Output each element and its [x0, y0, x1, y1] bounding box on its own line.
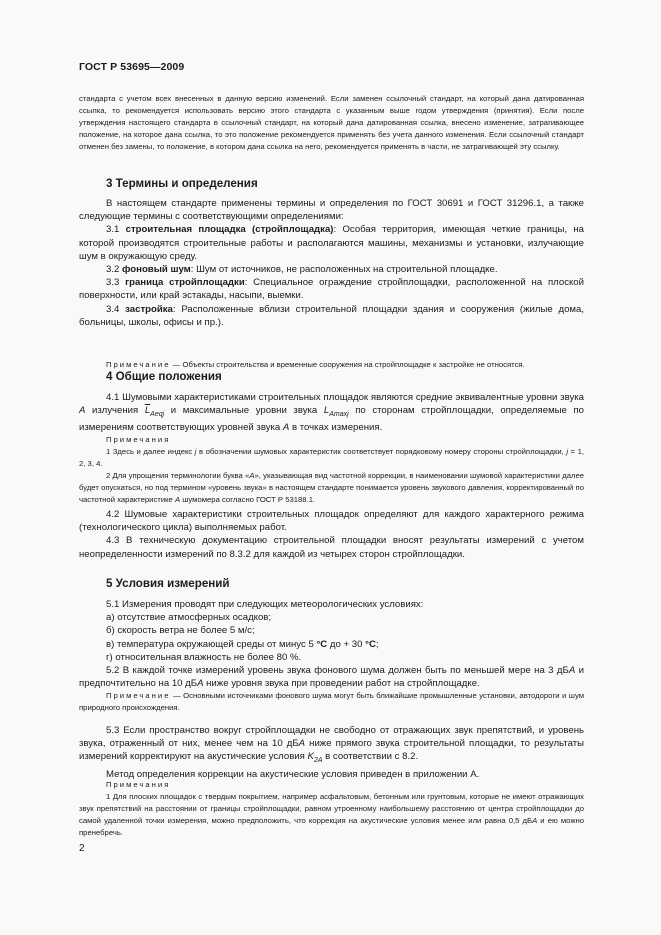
term-3-2-name: фоновый шум — [122, 264, 191, 276]
condition-b: б) скорость ветра не более 5 м/с; — [106, 625, 255, 637]
para-5-2: 5.2 В каждой точке измерений уровень звука фонового шума должен быть по меньшей мере на 3 дБA и предпочтительно на 10 дБA ниже уровня звука при проведении работ на стройплощадке. — [79, 665, 584, 690]
section-5-note: Примечание — Основными источниками фонового шума могут быть ближайшие промышленные установки, автодороги и шум природного происхождения. — [79, 691, 584, 712]
intro-paragraph — [79, 93, 584, 153]
term-3-1-name: строительная площадка (стройплощадка) — [125, 224, 334, 236]
section-4-heading: 4 Общие положения — [106, 370, 222, 383]
section-3-intro: В настоящем стандарте применены термины и определения по ГОСТ 30691 и ГОСТ 31296.1, а также следующие термины с соответствующими определениями: — [79, 198, 584, 223]
section-4-p41: 4.1 Шумовыми характеристиками строительных площадок являются средние эквивалентные уровни звука A излучения $\overline{L}_{Aeqj}$ и максимальные уровни звука $L_{Amaxj}$ по сторонам стройплощадки, определяемые по измерениям соответствующих уровней звука A в точках измерения. — [79, 392, 585, 434]
term-3-1: 3.1 строительная площадка (стройплощадка): Особая территория, имеющая четкие границы, на которой производятся строительные работы и располагаются машины, механизмы и установки, излучающие шум в окружающую среду. — [79, 224, 584, 262]
note-5-label: Примечание — [106, 691, 171, 700]
note-4-2: 2 Для упрощения терминологии буква «A», указывающая вид частотной коррекции, в наименовании шумовой характеристики далее будет опускаться, но под термином «уровень звука» в настоящем стандарте понимается уровень звукового давления, корректированный по частотной характеристике A шумомера согласно ГОСТ Р 53188.1. — [79, 471, 585, 504]
condition-g: г) относительная влажность не более 80 %. — [106, 651, 302, 663]
term-3-3-name: граница стройплощадки — [125, 277, 245, 289]
note-4-1: 1 Здесь и далее индекс j в обозначении шумовых характеристик соответствует порядковому номеру стороны стройплощадки, j = 1, 2, 3, 4. — [79, 447, 584, 468]
notes-label: Примечания — [106, 435, 171, 444]
para-5-3-method: Метод определения коррекции на акустические условия приведен в приложении А. — [106, 768, 480, 780]
para-5-1: 5.1 Измерения проводят при следующих метеорологических условиях: — [106, 599, 424, 610]
term-3-4: 3.4 застройка: Расположенные вблизи строительной площадки здания и сооружения (жилые дома, больницы, школы, офисы и пр.). — [79, 303, 584, 328]
section-4-notes — [79, 434, 584, 506]
section-5-p53 — [79, 724, 584, 781]
note-5-3-1: 1 Для плоских площадок с твердым покрытием, например асфальтовым, бетонным или грунтовым, которые не имеют отражающих звук препятствий на расстоянии от границы стройплощадки, равном утроенному наибольшему расстоянию от центра стройплощадки до самой удаленной точки измерения, можно предположить, что коррекция на акустические условия менее или равна 0,5 дБA и ею можно пренебречь. — [79, 792, 585, 837]
section-5-notes — [79, 779, 584, 839]
condition-v: в) температура окружающей среды от минус 5 °C до + 30 °C; — [106, 638, 379, 650]
section-3-body — [79, 197, 584, 329]
document-header: ГОСТ Р 53695—2009 — [79, 61, 185, 73]
section-3-note: Примечание — Объекты строительства и временные сооружения на стройплощадке к застройке не относятся. — [106, 360, 525, 369]
section-4-p42-43 — [79, 508, 584, 561]
section-5-heading: 5 Условия измерений — [106, 577, 230, 590]
term-3-3: 3.3 граница стройплощадки: Специальное ограждение стройплощадки, расположенной на плоской поверхности, или край эстакады, насыпи, выемки. — [79, 277, 584, 302]
para-5-3: 5.3 Если пространство вокруг стройплощадки не свободно от отражающих звук препятствий, и уровень звука, отраженный от них, менее чем на 10 дБA ниже прямого звука строительной площадки, то результаты измерений корректируют на акустические условия $K_{2A}$ в соответствии с 8.2. — [79, 725, 584, 765]
section-5-body — [79, 598, 584, 690]
term-3-2: 3.2 фоновый шум: Шум от источников, не расположенных на строительной площадке. — [106, 264, 498, 276]
section-3-heading: 3 Термины и определения — [106, 177, 258, 190]
condition-a: а) отсутствие атмосферных осадков; — [106, 612, 272, 624]
term-3-4-name: застройка — [125, 303, 173, 315]
intro-text: стандарта с учетом всех внесенных в данную версию изменений. Если заменен ссылочный стандарт, на который дана датированная ссылка, то рекомендуется использовать версию этого стандарта с указанным выше годом утверждения (принятия). Если после утверждения настоящего стандарта в ссылочный стандарт, на который дана датированная ссылка, внесено изменение, затрагивающее положение, на которое дана ссылка, то это положение рекомендуется применять без учета данного изменения. Если ссылочный стандарт отменен без замены, то положение, в котором дана ссылка на него, рекомендуется применять в части, не затрагивающей эту ссылку. — [79, 94, 584, 151]
para-4-2: 4.2 Шумовые характеристики строительных площадок определяют для каждого характерного режима (технологического цикла) выполняемых работ. — [79, 509, 584, 534]
note-label: Примечание — [106, 360, 171, 369]
notes-5-label: Примечания — [106, 780, 171, 789]
page-number: 2 — [79, 843, 85, 854]
para-4-3: 4.3 В техническую документацию строительной площадки вносят результаты измерений с учетом неопределенности измерений по 8.3.2 для каждой из четырех сторон стройплощадки. — [79, 535, 584, 560]
